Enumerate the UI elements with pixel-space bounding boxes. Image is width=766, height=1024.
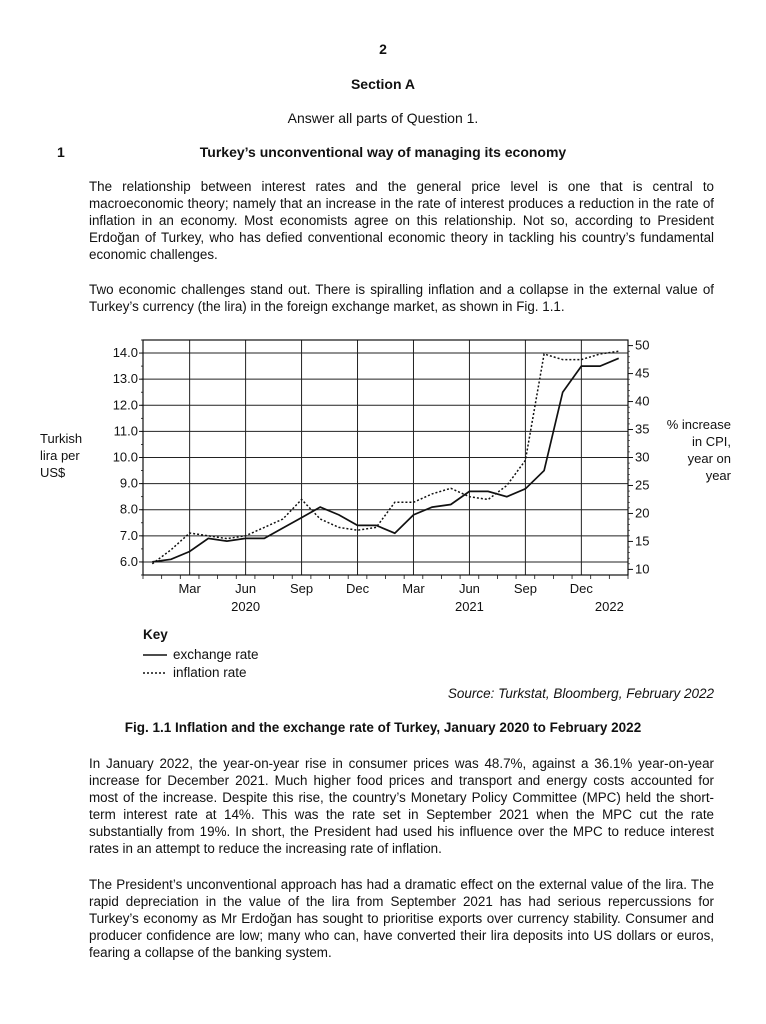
key-inflation-label: inflation rate: [173, 665, 247, 680]
right-tick-label: 35: [635, 421, 650, 437]
right-axis-title-text: % increase in CPI, year on year: [666, 417, 731, 483]
x-tick-label: Jun: [458, 581, 480, 596]
paragraph-lira-effect: The President’s unconventional approach has had a dramatic effect on the external value of the lira. The rapid depreciation in the value of the lira from September 2021 has had serious repercussions for Turkey’s economy as Mr Erdoğan has sought to prioritise exports over currency stability. Consumer and producer confidence are low; many who can, have converted their lira deposits into US dollars or euros, fearing a collapse of the banking system.: [89, 877, 714, 960]
left-axis-title-text: Turkish lira per US$: [40, 431, 83, 480]
x-year-label: 2022: [594, 599, 624, 614]
left-tick-label: 6.0: [119, 553, 138, 569]
left-tick-label: 14.0: [112, 345, 138, 361]
key-exchange-label: exchange rate: [173, 647, 259, 662]
left-tick-label: 12.0: [112, 397, 138, 413]
right-tick-label: 30: [635, 449, 650, 465]
x-tick-label: Mar: [402, 581, 425, 596]
right-tick-label: 20: [635, 505, 650, 521]
page-number: 2: [379, 41, 387, 57]
instruction: Answer all parts of Question 1.: [287, 110, 479, 126]
x-tick-label: Dec: [569, 581, 593, 596]
paragraph-intro: The relationship between interest rates and the general price level is one that is central to macroeconomic theory; namely that an increase in the rate of interest produces a reduction in the rate of inflation in an economy. Most economists agree on this relationship. Not so, according to President Erdoğan of Turkey, who has defied conventional economic theory in tackling his country’s fundamental economic challenges.: [89, 179, 714, 262]
figure-caption: Fig. 1.1 Inflation and the exchange rate of Turkey, January 2020 to February 2022: [124, 720, 642, 735]
x-tick-label: Sep: [289, 581, 314, 596]
right-tick-label: 50: [635, 337, 650, 353]
x-year-label: 2021: [454, 599, 484, 614]
x-tick-label: Dec: [345, 581, 370, 596]
right-tick-label: 15: [635, 533, 650, 549]
dotted-line-swatch: [143, 670, 167, 676]
left-tick-label: 11.0: [113, 423, 138, 439]
x-year-label: 2020: [231, 599, 261, 614]
key-exchange-rate: [143, 647, 259, 662]
left-tick-label: 7.0: [119, 527, 138, 543]
key-title: Key: [143, 627, 168, 642]
key-inflation-rate: [143, 665, 247, 680]
inflation-exchange-chart: [30, 330, 670, 620]
right-tick-label: 10: [635, 561, 650, 577]
paragraph-challenges: Two economic challenges stand out. There is spiralling inflation and a collapse in the external value of Turkey’s currency (the lira) in the foreign exchange market, as shown in Fig. 1.1.: [89, 282, 714, 314]
right-tick-label: 25: [635, 477, 650, 493]
right-axis-title: [655, 416, 731, 484]
x-tick-label: Mar: [178, 581, 201, 596]
left-tick-label: 8.0: [119, 501, 138, 517]
solid-line-swatch: [143, 652, 167, 658]
paragraph-january-2022: In January 2022, the year-on-year rise in consumer prices was 48.7%, against a 36.1% year-on-year increase for December 2021. Much higher food prices and transport and energy costs accounted for most of the increase. Despite this rise, the country’s Monetary Policy Committee (MPC) held the short-term interest rate at 14%. This was the rate set in September 2021 when the MPC cut the rate substantially from 19%. In short, the President had used his influence over the MPC to reduce interest rates in an attempt to reduce the increasing rate of inflation.: [89, 756, 714, 856]
right-tick-label: 40: [635, 393, 650, 409]
question-title: Turkey’s unconventional way of managing its economy: [199, 144, 567, 160]
x-tick-label: Sep: [513, 581, 537, 596]
exchange-rate-line: [152, 358, 618, 562]
right-tick-label: 45: [635, 365, 650, 381]
left-tick-label: 9.0: [119, 475, 138, 491]
question-number: 1: [57, 144, 65, 160]
left-axis-title: [40, 430, 82, 481]
x-tick-label: Jun: [235, 581, 257, 596]
left-tick-label: 13.0: [112, 371, 138, 387]
left-tick-label: 10.0: [112, 449, 138, 465]
section-heading: Section A: [350, 76, 416, 92]
figure-source: Source: Turkstat, Bloomberg, February 2022: [447, 686, 714, 701]
